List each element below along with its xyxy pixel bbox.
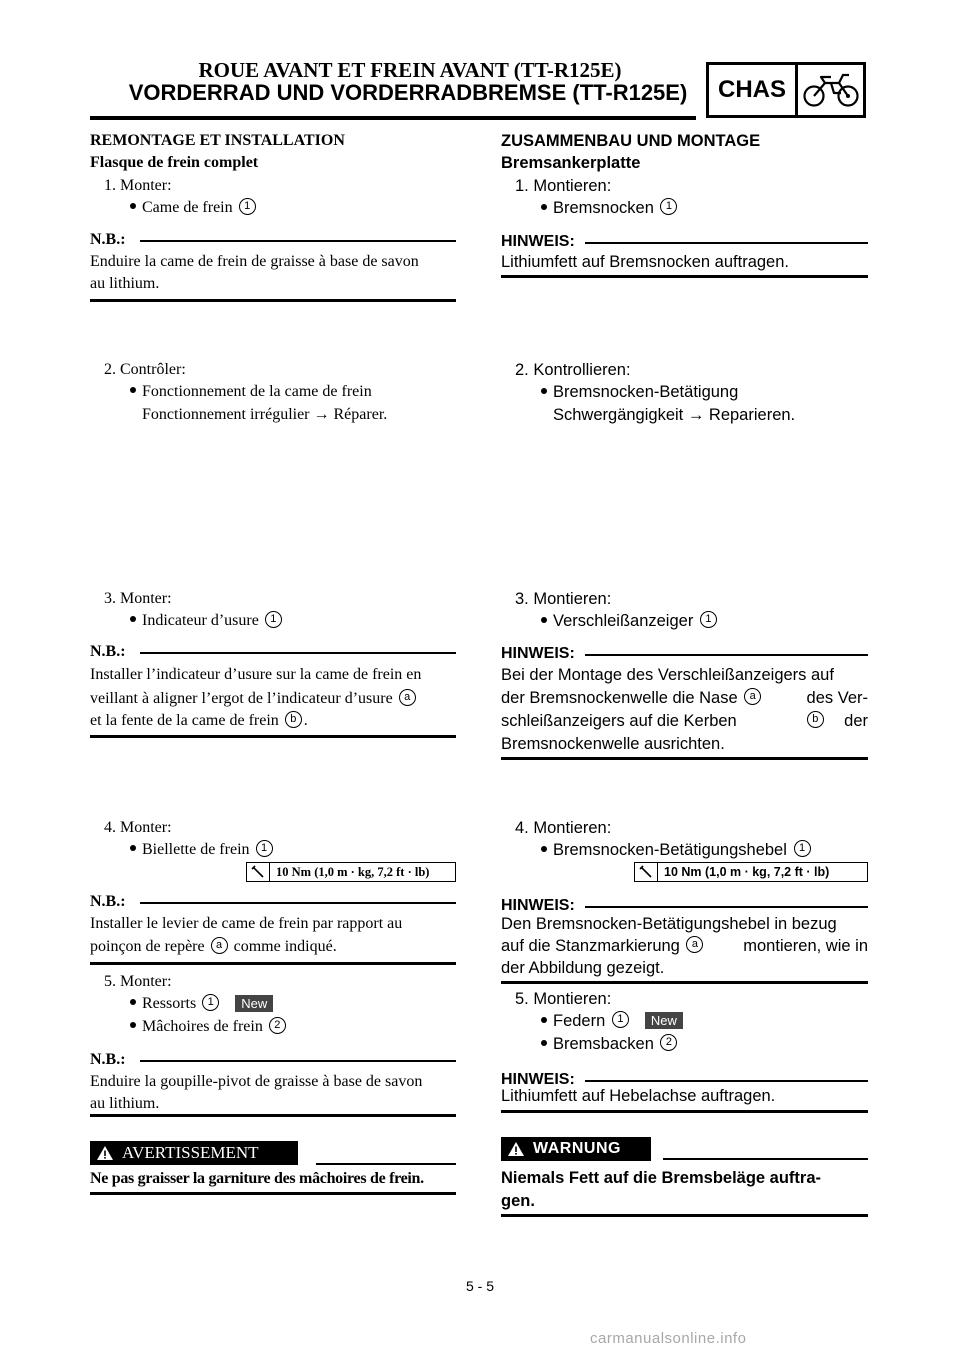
- step-1-note-text: au lithium.: [90, 275, 160, 292]
- step-1-item: Bremsnocken 1: [541, 197, 679, 219]
- watermark-text[interactable]: carmanualsonline.info: [590, 1330, 747, 1347]
- step-1-note-text: Enduire la came de frein de graisse à base de savon: [90, 253, 419, 270]
- section-badge-label: CHAS: [709, 65, 798, 115]
- warning-badge: AVERTISSEMENT: [90, 1141, 298, 1165]
- ref-marker: 1: [256, 840, 273, 857]
- step-4-label: 4. Monter:: [104, 819, 172, 836]
- section-subheading: Flasque de frein complet: [90, 154, 259, 171]
- step-3-note-text: veillant à aligner l’ergot de l’indicateur d’usure a: [90, 688, 418, 710]
- note-end-rule: [90, 735, 456, 738]
- step-4-note-text: Installer le levier de came de frein par rapport au: [90, 915, 403, 932]
- step-3-note-text: Bremsnockenwelle ausrichten.: [501, 735, 725, 753]
- note-end-rule: [90, 1114, 456, 1117]
- step-3-note-text: Installer l’indicateur d’usure sur la came de frein en: [90, 666, 422, 683]
- ref-marker: 1: [794, 840, 811, 857]
- ref-marker: a: [744, 688, 761, 705]
- note-end-rule: [501, 757, 868, 760]
- step-2-label: 2. Kontrollieren:: [515, 361, 631, 379]
- warning-text: Ne pas graisser la garniture des mâchoires de frein.: [90, 1170, 424, 1187]
- step-2-item: Fonctionnement de la came de frein: [130, 381, 372, 403]
- torque-spec: [246, 862, 456, 882]
- ref-marker: b: [807, 711, 824, 728]
- ref-marker: 1: [700, 611, 717, 628]
- step-2-item: Bremsnocken-Betätigung: [541, 381, 738, 403]
- step-4-note: N.B.:: [90, 891, 456, 913]
- step-2-label: 2. Contrôler:: [104, 361, 186, 378]
- step-2-detail: Schwergängigkeit → Reparieren.: [553, 406, 796, 424]
- new-part-badge: New: [235, 995, 273, 1012]
- step-4-note-text: poinçon de repère a comme indiqué.: [90, 938, 337, 955]
- step-4-note-text: auf die Stanzmarkierung a montieren, wie in: [501, 937, 868, 955]
- page-number: 5 - 5: [465, 1278, 494, 1294]
- step-5-item: Bremsbacken 2: [541, 1033, 679, 1055]
- step-5-label: 5. Montieren:: [515, 990, 612, 1008]
- ref-marker: a: [399, 689, 416, 706]
- warning-text: gen.: [501, 1192, 535, 1210]
- step-3-item: Indicateur d’usure 1: [130, 610, 284, 632]
- note-end-rule: [90, 299, 456, 302]
- warning-rule: [663, 1158, 868, 1160]
- warning-text: Niemals Fett auf die Bremsbeläge auftra-: [501, 1169, 822, 1187]
- wrench-icon: [251, 865, 265, 879]
- step-2-detail: Fonctionnement irrégulier → Réparer.: [142, 406, 388, 423]
- ref-marker: 2: [660, 1034, 677, 1051]
- new-part-badge: New: [645, 1012, 683, 1029]
- step-4-note: HINWEIS:: [501, 895, 868, 917]
- warning-icon: [507, 1141, 525, 1157]
- ref-marker: 1: [660, 198, 677, 215]
- step-3-label: 3. Montieren:: [515, 590, 612, 608]
- step-5-note: N.B.:: [90, 1049, 456, 1071]
- step-1-note-text: Lithiumfett auf Bremsnocken auftragen.: [501, 253, 789, 271]
- section-badge: [706, 62, 866, 118]
- ref-marker: a: [686, 936, 703, 953]
- wrench-icon: [639, 865, 653, 879]
- step-4-note-text: der Abbildung gezeigt.: [501, 959, 665, 977]
- step-4-label: 4. Montieren:: [515, 819, 612, 837]
- note-end-rule: [501, 275, 868, 278]
- step-3-item: Verschleißanzeiger 1: [541, 610, 719, 632]
- ref-marker: 1: [265, 611, 282, 628]
- ref-marker: a: [211, 937, 228, 954]
- note-end-rule: [501, 981, 868, 984]
- step-3-note-text: der Bremsnockenwelle die Nase a des Ver-: [501, 689, 868, 707]
- step-5-note: HINWEIS:: [501, 1069, 868, 1091]
- warning-end-rule: [501, 1214, 868, 1217]
- warning-badge: WARNUNG: [501, 1137, 651, 1161]
- step-5-note-text: au lithium.: [90, 1095, 160, 1112]
- step-5-note-text: Enduire la goupille-pivot de graisse à base de savon: [90, 1073, 423, 1090]
- ref-marker: 1: [202, 994, 219, 1011]
- section-subheading: Bremsankerplatte: [501, 154, 641, 172]
- section-heading: REMONTAGE ET INSTALLATION: [90, 132, 345, 149]
- ref-marker: 1: [239, 198, 256, 215]
- step-4-note-text: Den Bremsnocken-Betätigungshebel in bezug: [501, 915, 837, 933]
- section-heading: ZUSAMMENBAU UND MONTAGE: [501, 132, 761, 150]
- warning-icon: [96, 1145, 114, 1161]
- step-1-note: HINWEIS:: [501, 231, 868, 253]
- step-3-label: 3. Monter:: [104, 590, 172, 607]
- step-3-note-text: schleißanzeigers auf die Kerben b der: [501, 712, 868, 730]
- ref-marker: b: [285, 711, 302, 728]
- step-4-item: Biellette de frein 1: [130, 839, 275, 861]
- warning-rule: [316, 1163, 456, 1165]
- ref-marker: 2: [269, 1017, 286, 1034]
- title-de: VORDERRAD UND VORDERRADBREMSE (TT-R125E): [128, 80, 688, 105]
- torque-value: 10 Nm (1,0 m · kg, 7,2 ft · lb): [276, 864, 430, 879]
- step-3-note-text: Bei der Montage des Verschleißanzeigers auf: [501, 666, 834, 684]
- step-4-item: Bremsnocken-Betätigungshebel 1: [541, 839, 813, 861]
- step-3-note-text: et la fente de la came de frein b .: [90, 712, 308, 729]
- step-5-item: Ressorts 1 New: [130, 993, 273, 1015]
- warning-end-rule: [90, 1192, 456, 1195]
- step-5-item: Federn 1 New: [541, 1010, 683, 1032]
- step-1-item: Came de frein 1: [130, 197, 258, 219]
- step-5-label: 5. Monter:: [104, 973, 172, 990]
- motorcycle-icon: [801, 69, 861, 111]
- header-rule: [90, 116, 696, 120]
- note-end-rule: [501, 1110, 868, 1113]
- torque-value: 10 Nm (1,0 m · kg, 7,2 ft · lb): [664, 865, 830, 879]
- torque-spec: [634, 862, 868, 882]
- step-3-note: HINWEIS:: [501, 643, 868, 665]
- step-5-item: Mâchoires de frein 2: [130, 1016, 288, 1038]
- step-1-label: 1. Monter:: [104, 177, 172, 194]
- step-1-note: N.B.:: [90, 229, 456, 251]
- step-5-note-text: Lithiumfett auf Hebelachse auftragen.: [501, 1087, 776, 1105]
- title-fr: ROUE AVANT ET FREIN AVANT (TT-R125E): [198, 58, 622, 82]
- step-3-note: N.B.:: [90, 641, 456, 663]
- note-end-rule: [90, 962, 456, 965]
- step-1-label: 1. Montieren:: [515, 177, 612, 195]
- ref-marker: 1: [612, 1011, 629, 1028]
